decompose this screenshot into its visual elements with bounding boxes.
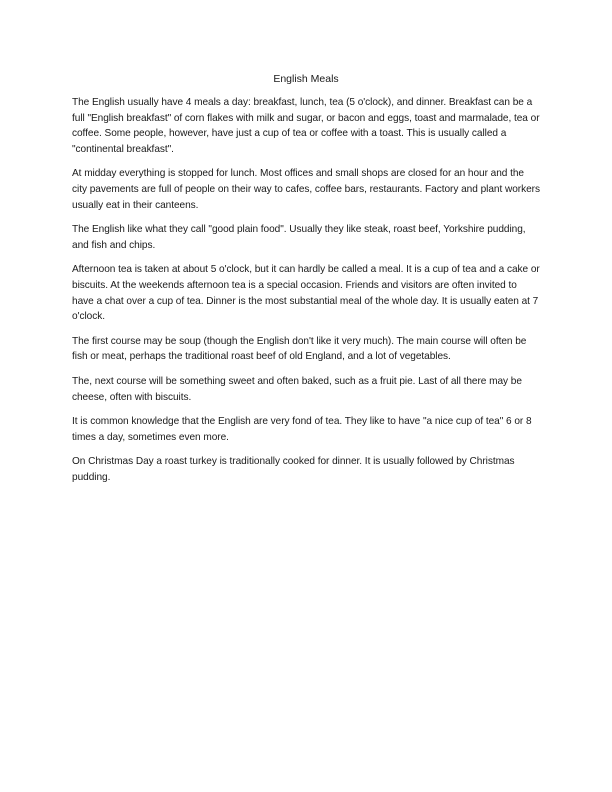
paragraph-first-course: The first course may be soup (though the English don't like it very much). The main course will often be fish or meat, perhaps the traditional roast beef of old England, and a lot of vegetables. bbox=[72, 335, 527, 363]
paragraph-meals-overview: The English usually have 4 meals a day: breakfast, lunch, tea (5 o'clock), and dinner. Breakfast can be a full "English breakfast" of corn flakes with milk and sugar, or bacon and eggs, toast and marmalade, tea or coffee. Some people, however, have just a cup of tea or coffee with a toast. This is usually called a "continental breakfast". bbox=[72, 97, 540, 155]
paragraph-next-course: The, next course will be something sweet and often baked, such as a fruit pie. Last of all there may be cheese, often with biscuits. bbox=[72, 375, 522, 403]
paragraph-tea-fondness: It is common knowledge that the English are very fond of tea. They like to have "a nice cup of tea" 6 or 8 times a day, sometimes even more. bbox=[72, 416, 532, 443]
paragraph-christmas: On Christmas Day a roast turkey is traditionally cooked for dinner. It is usually followed by Christmas pudding. bbox=[72, 456, 515, 483]
paragraph-plain-food: The English like what they call "good plain food". Usually they like steak, roast beef, Yorkshire pudding, and fish and chips. bbox=[72, 224, 526, 251]
document-title: English Meals bbox=[273, 73, 339, 85]
paragraph-lunch: At midday everything is stopped for lunch. Most offices and small shops are closed for an hour and the city pavements are full of people on their way to cafes, coffee bars, restaurants. Factory and plant workers usually eat in their canteens. bbox=[72, 168, 540, 211]
paragraph-afternoon-tea: Afternoon tea is taken at about 5 o'clock, but it can hardly be called a meal. It is a cup of tea and a cake or biscuits. At the weekends afternoon tea is a special occasion. Friends and visitors are often invited to have a chat over a cup of tea. Dinner is the most substantial meal of the whole day. It is usually eaten at 7 o'clock. bbox=[72, 264, 540, 323]
document-body bbox=[72, 72, 540, 494]
